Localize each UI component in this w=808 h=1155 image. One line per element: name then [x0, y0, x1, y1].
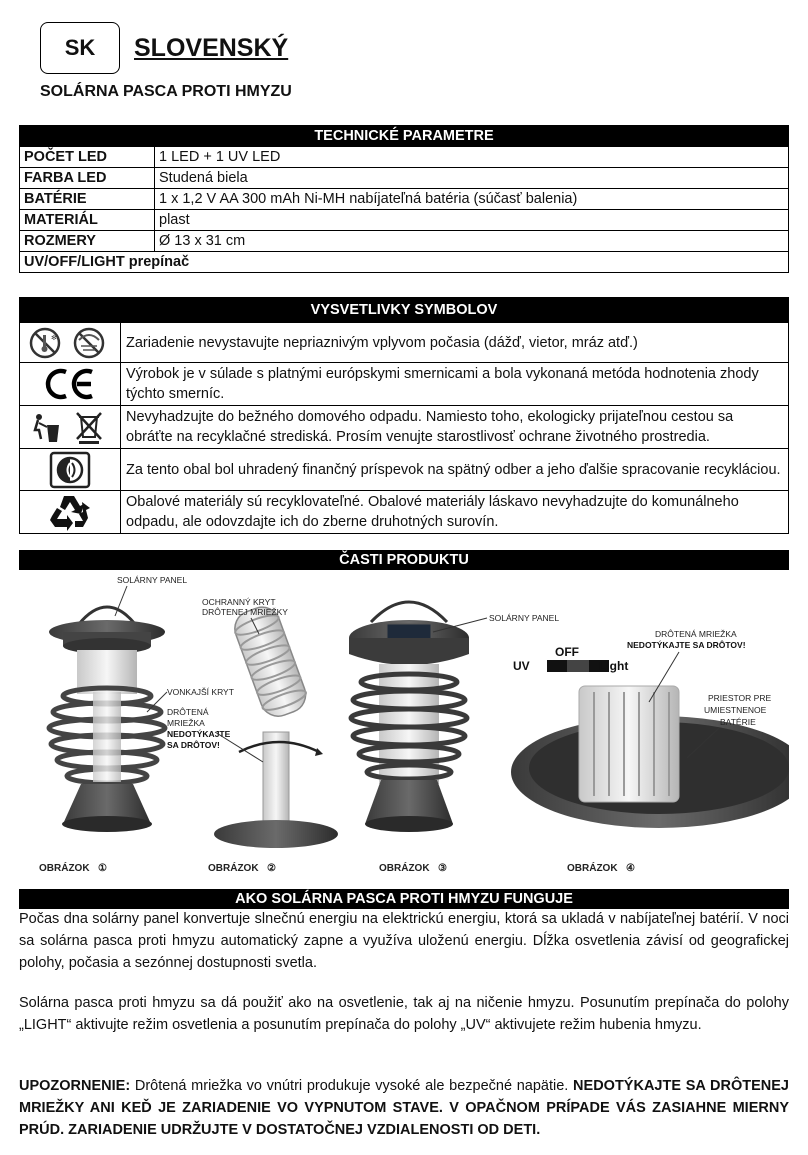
label-battery-2: UMIESTNENOE — [704, 705, 767, 715]
how-it-works-paragraph-1: Počas dna solárny panel konvertuje slnečnú energiu na elektrickú energiu, ktorá sa ukladá v nabíjateľnej batérií. V noci sa solárna pasca proti hmyzu automatický zapne a využíva uloženú energiu. Dĺžka osvetlenia závisí od geografickej polohy, počasia a sezónnej dostupnosti svetla. — [19, 911, 789, 971]
lamp-figure-4 — [511, 660, 789, 828]
table-row — [20, 189, 789, 210]
label-solar-panel-3: SOLÁRNY PANEL — [489, 613, 560, 623]
figure-number-3: ③ — [438, 863, 447, 874]
param-value: 1 x 1,2 V AA 300 mAh Ni-MH nabíjateľná batéria (súčasť balenia) — [155, 189, 789, 210]
warning-text: Drôtená mriežka vo vnútri produkuje vysoké ale bezpečné napätie. — [130, 1078, 574, 1094]
lamp-figure-2 — [214, 602, 338, 848]
product-title: SOLÁRNA PASCA PROTI HMYZU — [40, 83, 292, 100]
table-row — [20, 449, 789, 491]
param-label: MATERIÁL — [20, 210, 155, 231]
label-mesh-3: NEDOTÝKAJTE — [167, 729, 231, 739]
figure-caption-3: OBRÁZOK — [379, 863, 430, 874]
table-row — [20, 363, 789, 406]
language-code-box — [40, 22, 120, 74]
label-mesh-4: SA DRÔTOV! — [167, 740, 220, 750]
label-battery-3: BATÉRIE — [720, 717, 756, 727]
label-solar-panel-1: SOLÁRNY PANEL — [117, 575, 188, 585]
label-mesh-2: MRIEŽKA — [167, 718, 205, 728]
figure-caption-4: OBRÁZOK — [567, 863, 618, 874]
param-label: ROZMERY — [20, 231, 155, 252]
symbol-text: Výrobok je v súlade s platnými európskymi smernicami a bola vykonaná metóda hodnotenia zhody týchto smerníc. — [121, 363, 789, 406]
table-row — [20, 323, 789, 363]
tech-params-title: TECHNICKÉ PARAMETRE — [20, 126, 789, 147]
param-label: FARBA LED — [20, 168, 155, 189]
table-row — [20, 231, 789, 252]
warning-paragraph — [19, 1075, 789, 1141]
switch-row: UV/OFF/LIGHT prepínač — [20, 252, 789, 273]
language-name: SLOVENSKÝ — [134, 34, 289, 62]
symbol-text: Za tento obal bol uhradený finančný príspevok na spätný odber a jeho ďalšie spracovanie recykláciou. — [121, 449, 789, 491]
param-label: BATÉRIE — [20, 189, 155, 210]
param-value: plast — [155, 210, 789, 231]
language-code: SK — [64, 35, 96, 60]
warning-caps: NEDOTÝKAJTE SA DRÔTENEJ MRIEŽKY ANI KEĎ JE ZARIADENIE VO VYPNUTOM STAVE. V OPAČNOM PRÍPADE VÁS ZASIAHNE MIERNY PRÚD. ZARIADENIE UDRŽUJTE V DOSTATOČNEJ VZDIALENOSTI OD DETI. — [19, 1078, 789, 1138]
ce-mark-icon — [20, 363, 121, 406]
how-it-works-paragraph-2: Solárna pasca proti hmyzu sa dá použiť ako na osvetlenie, tak aj na ničenie hmyzu. Posunutím prepínača do polohy „LIGHT“ aktivujte režim osvetlenia a posunutím prepínača do polohy „UV“ aktivujete režim hubenia hmyzu. — [19, 995, 789, 1033]
lamp-figure-3 — [349, 602, 469, 832]
label-mesh-4a: DRÔTENÁ MRIEŽKA — [655, 629, 737, 639]
warning-label: UPOZORNENIE: — [19, 1078, 131, 1094]
symbols-title: VYSVETLIVKY SYMBOLOV — [20, 298, 789, 323]
table-row — [20, 210, 789, 231]
label-switch-light: Light — [599, 659, 629, 673]
figure-number-1: ① — [98, 863, 107, 874]
param-value: Ø 13 x 31 cm — [155, 231, 789, 252]
label-outer-cover: VONKAJŠÍ KRYT — [167, 687, 234, 697]
table-row — [20, 252, 789, 273]
symbol-text: Zariadenie nevystavujte nepriaznivým vplyvom počasia (dážď, vietor, mráz atď.) — [121, 323, 789, 363]
weather-warning-icon — [20, 323, 121, 363]
label-mesh-4b: NEDOTÝKAJTE SA DRÔTOV! — [627, 640, 746, 650]
figure-number-2: ② — [267, 863, 276, 874]
param-value: Studená biela — [155, 168, 789, 189]
green-dot-icon — [20, 449, 121, 491]
symbol-text: Obalové materiály sú recyklovateľné. Obalové materiály láskavo nevyhadzujte do komunálneho odpadu, ale odovzdajte ich do zberne druhotných surovín. — [121, 491, 789, 534]
product-parts-figure — [19, 572, 789, 882]
how-it-works-title: AKO SOLÁRNA PASCA PROTI HMYZU FUNGUJE — [19, 889, 789, 909]
table-row — [20, 491, 789, 534]
label-mesh-1: DRÔTENÁ — [167, 707, 209, 717]
label-switch-off: OFF — [555, 645, 579, 659]
param-value: 1 LED + 1 UV LED — [155, 147, 789, 168]
table-row — [20, 147, 789, 168]
symbol-text: Nevyhadzujte do bežného domového odpadu. Namiesto toho, ekologicky prijateľnou cestou sa obráťte na recyklačné strediská. Prosím venujte starostlivosť ochrane životného prostredia. — [121, 406, 789, 449]
figure-number-4: ④ — [626, 863, 635, 874]
label-cover-1: OCHRANNÝ KRYT — [202, 597, 276, 607]
lamp-figure-1 — [49, 607, 165, 832]
label-switch-uv: UV — [513, 659, 530, 673]
table-row — [20, 168, 789, 189]
figure-caption-2: OBRÁZOK — [208, 863, 259, 874]
table-row — [20, 406, 789, 449]
parts-title: ČASTI PRODUKTU — [19, 550, 789, 570]
label-cover-2: DRÔTENEJ MRIEŽKY — [202, 607, 288, 617]
symbols-table — [19, 297, 789, 534]
svg-text:✻: ✻ — [51, 334, 57, 342]
recycle-icon — [20, 491, 121, 534]
param-label: POČET LED — [20, 147, 155, 168]
tech-params-table — [19, 125, 789, 273]
weee-bin-icon — [20, 406, 121, 449]
label-battery-1: PRIESTOR PRE — [708, 693, 772, 703]
figure-caption-1: OBRÁZOK — [39, 863, 90, 874]
